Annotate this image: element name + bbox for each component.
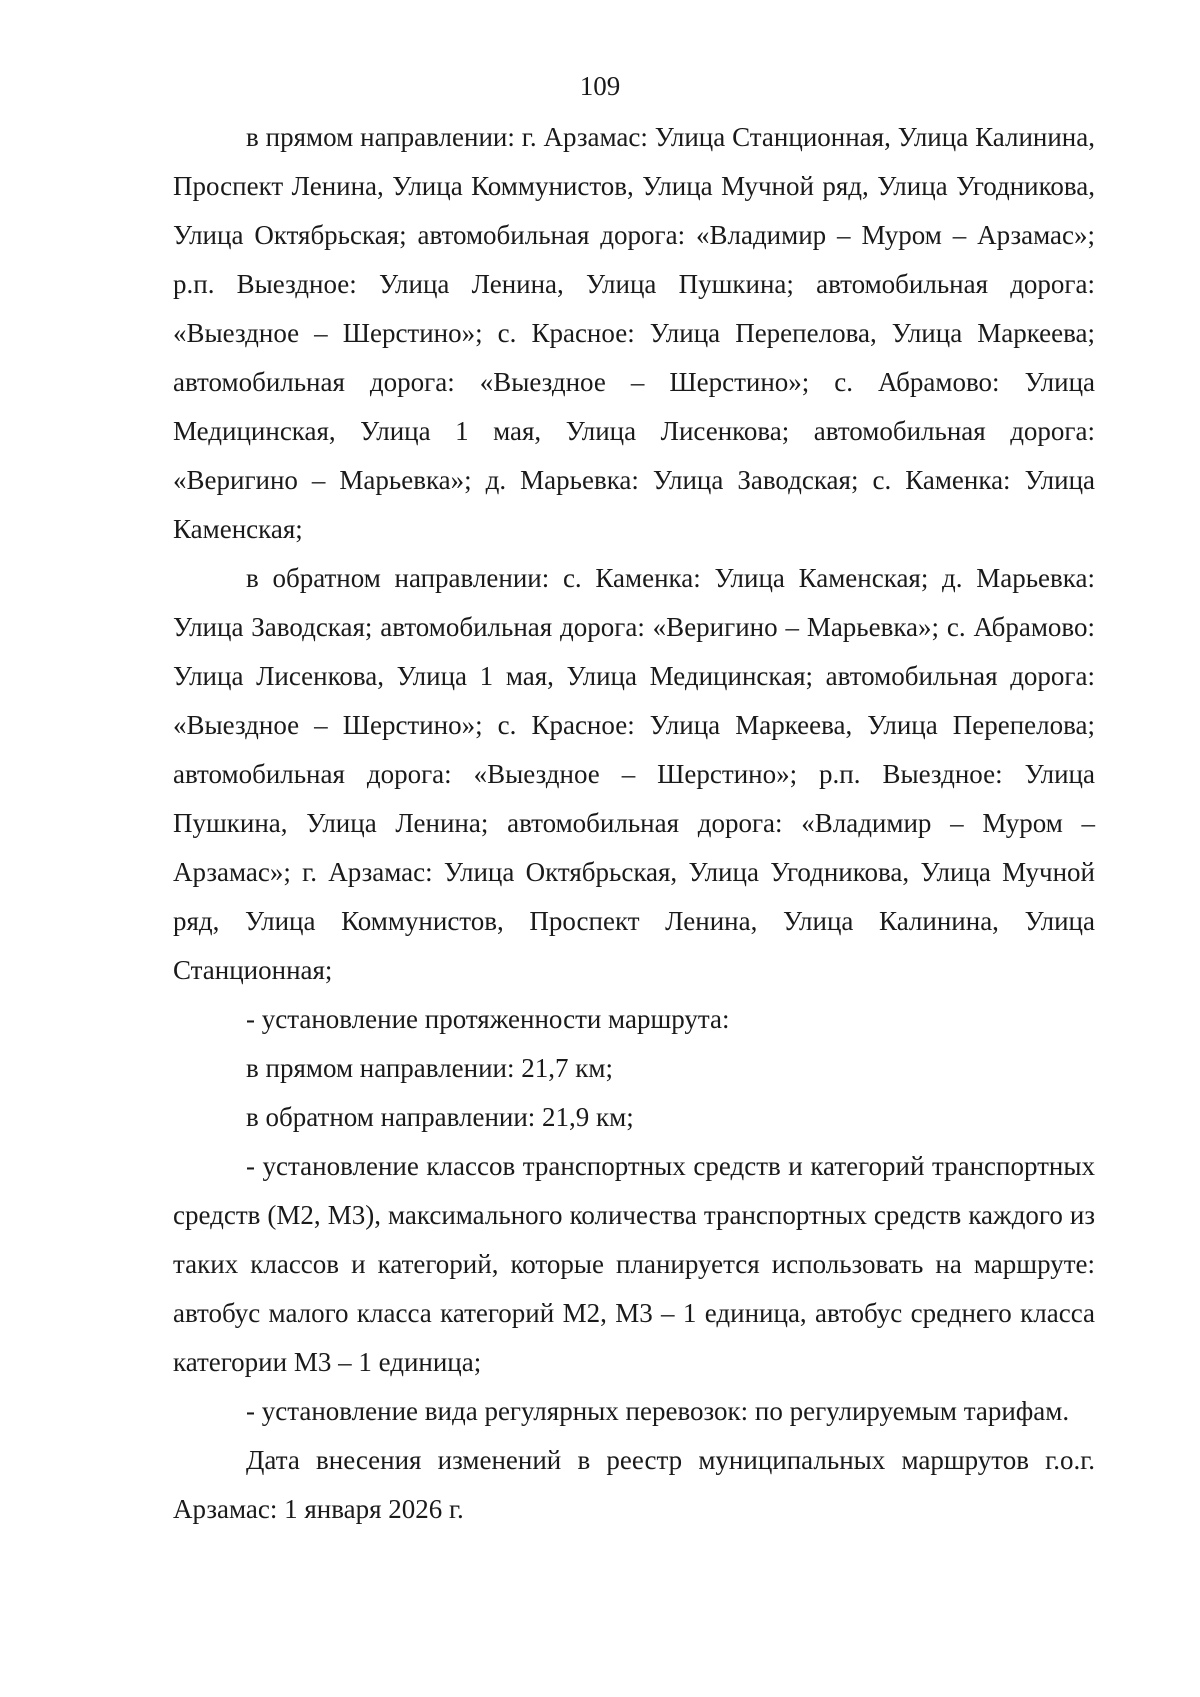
transport-type-paragraph: - установление вида регулярных перевозок: по регулируемым тарифам.: [246, 1396, 1070, 1426]
document-body: [173, 113, 1095, 1534]
forward-length-line: в прямом направлении: 21,7 км;: [246, 1053, 613, 1083]
registry-date-paragraph: Дата внесения изменений в реестр муниципальных маршрутов г.о.г. Арзамас: 1 января 2026 г.: [173, 1445, 1095, 1524]
route-length-heading: - установление протяженности маршрута:: [246, 1004, 730, 1034]
reverse-length-line: в обратном направлении: 21,9 км;: [246, 1102, 634, 1132]
vehicle-classes-paragraph: - установление классов транспортных средств и категорий транспортных средств (М2, М3), максимального количества транспортных средств каждого из таких классов и категорий, которые планируется использовать на маршруте: автобус малого класса категорий М2, М3 – 1 единица, автобус среднего класса категории М3 – 1 единица;: [173, 1151, 1095, 1377]
page-number: 109: [579, 71, 621, 101]
reverse-route-paragraph: в обратном направлении: с. Каменка: Улица Каменская; д. Марьевка: Улица Заводская; автомобильная дорога: «Веригино – Марьевка»; с. Абрамово: Улица Лисенкова, Улица 1 мая, Улица Медицинская; автомобильная дорога: «Выездное – Шерстино»; с. Красное: Улица Маркеева, Улица Перепелова; автомобильная дорога: «Выездное – Шерстино»; р.п. Выездное: Улица Пушкина, Улица Ленина; автомобильная дорога: «Владимир – Муром – Арзамас»; г. Арзамас: Улица Октябрьская, Улица Угодникова, Улица Мучной ряд, Улица Коммунистов, Проспект Ленина, Улица Калинина, Улица Станционная;: [173, 563, 1095, 985]
forward-route-paragraph: в прямом направлении: г. Арзамас: Улица Станционная, Улица Калинина, Проспект Ленина, Улица Коммунистов, Улица Мучной ряд, Улица Угодникова, Улица Октябрьская; автомобильная дорога: «Владимир – Муром – Арзамас»; р.п. Выездное: Улица Ленина, Улица Пушкина; автомобильная дорога: «Выездное – Шерстино»; с. Красное: Улица Перепелова, Улица Маркеева; автомобильная дорога: «Выездное – Шерстино»; с. Абрамово: Улица Медицинская, Улица 1 мая, Улица Лисенкова; автомобильная дорога: «Веригино – Марьевка»; д. Марьевка: Улица Заводская; с. Каменка: Улица Каменская;: [173, 122, 1095, 544]
